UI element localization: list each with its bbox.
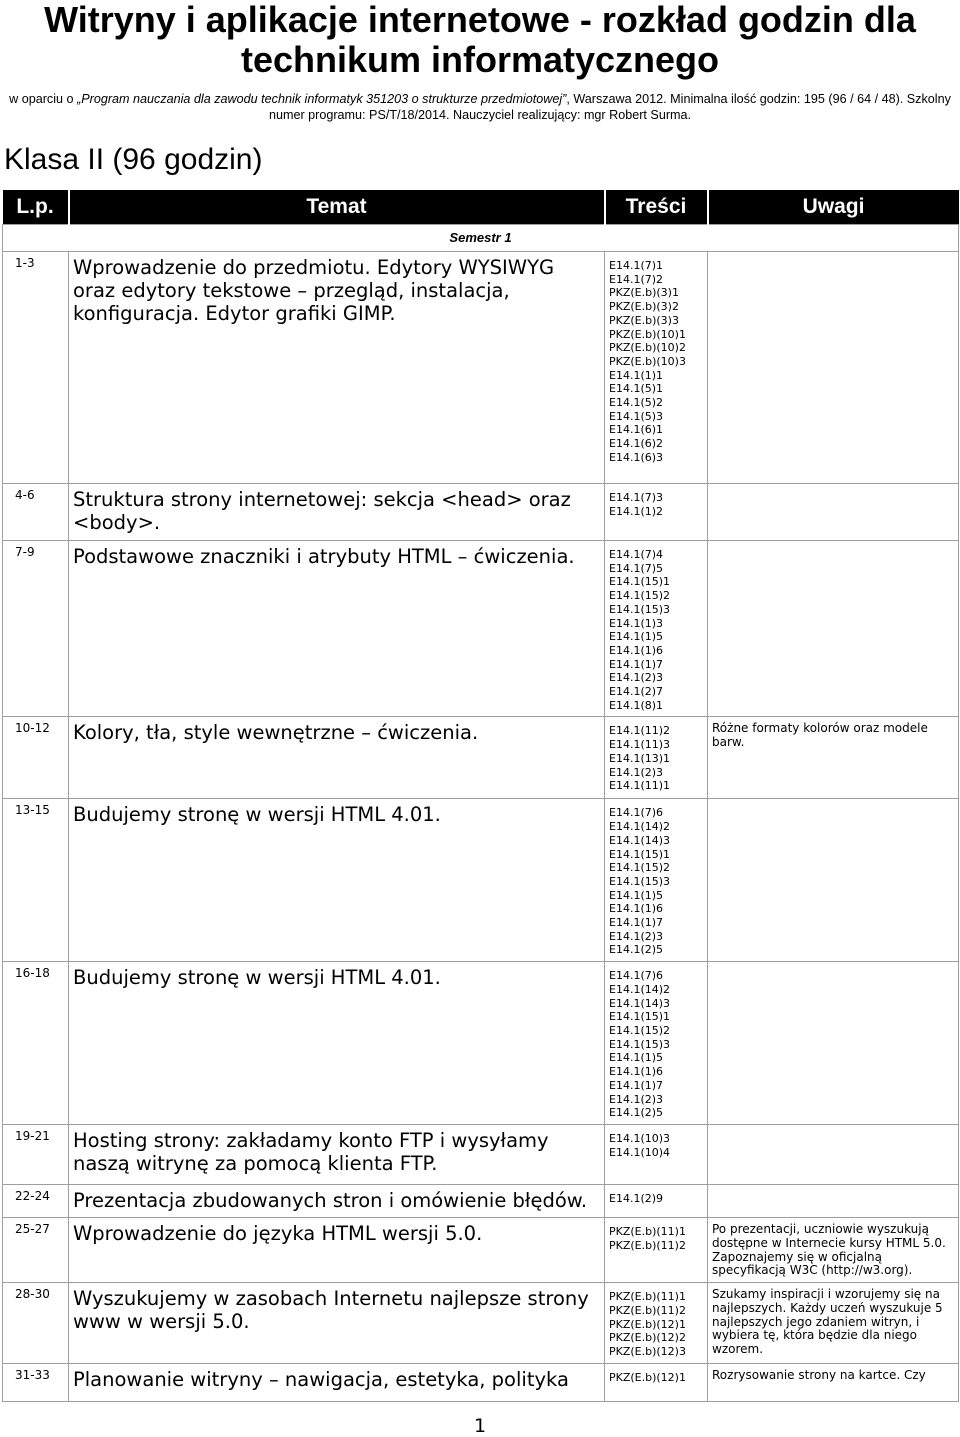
lesson-topic: Budujemy stronę w wersji HTML 4.01. xyxy=(69,799,605,962)
content-code: E14.1(2)5 xyxy=(609,943,664,957)
lesson-notes xyxy=(708,962,959,1125)
content-code: E14.1(14)3 xyxy=(609,996,671,1010)
lesson-number: 25-27 xyxy=(3,1217,69,1282)
content-code: E14.1(7)5 xyxy=(609,561,664,575)
table-row xyxy=(3,1283,959,1364)
content-code: E14.1(10)3 xyxy=(609,1131,671,1145)
table-row xyxy=(3,1363,959,1401)
content-code: E14.1(15)1 xyxy=(609,847,671,861)
column-header-lp: L.p. xyxy=(3,190,69,225)
table-row xyxy=(3,1217,959,1282)
lesson-notes xyxy=(708,799,959,962)
content-code: E14.1(2)9 xyxy=(609,1191,664,1205)
content-code: E14.1(11)2 xyxy=(609,724,671,738)
content-code: E14.1(8)1 xyxy=(609,698,664,712)
lesson-topic: Wprowadzenie do języka HTML wersji 5.0. xyxy=(69,1217,605,1282)
content-code: E14.1(14)3 xyxy=(609,833,671,847)
content-code: E14.1(5)3 xyxy=(609,409,664,423)
content-code: E14.1(15)1 xyxy=(609,1010,671,1024)
table-row xyxy=(3,717,959,799)
lesson-content-codes xyxy=(605,1363,708,1401)
lesson-topic: Budujemy stronę w wersji HTML 4.01. xyxy=(69,962,605,1125)
lesson-topic: Podstawowe znaczniki i atrybuty HTML – ćwiczenia. xyxy=(69,541,605,717)
content-code: PKZ(E.b)(12)3 xyxy=(609,1344,686,1358)
column-header-temat: Temat xyxy=(69,190,605,225)
column-header-uwagi: Uwagi xyxy=(708,190,959,225)
lesson-content-codes xyxy=(605,1184,708,1217)
lesson-topic: Kolory, tła, style wewnętrzne – ćwiczenia. xyxy=(69,717,605,799)
lesson-topic: Hosting strony: zakładamy konto FTP i wysyłamy naszą witrynę za pomocą klienta FTP. xyxy=(69,1124,605,1184)
content-code: E14.1(15)3 xyxy=(609,602,671,616)
content-code: E14.1(7)6 xyxy=(609,969,664,983)
content-code: E14.1(11)1 xyxy=(609,779,671,793)
column-header-tresci: Treści xyxy=(605,190,708,225)
semester-row xyxy=(3,225,959,252)
content-code: E14.1(2)3 xyxy=(609,671,664,685)
table-row xyxy=(3,1184,959,1217)
lesson-notes: Różne formaty kolorów oraz modele barw. xyxy=(708,717,959,799)
table-row xyxy=(3,541,959,717)
table-row xyxy=(3,962,959,1125)
content-code: E14.1(6)3 xyxy=(609,450,664,464)
lesson-notes: Po prezentacji, uczniowie wyszukują dostępne w Internecie kursy HTML 5.0. Zapoznajemy się w oficjalną specyfikacją W3C (http://w3.org). xyxy=(708,1217,959,1282)
content-code: E14.1(1)5 xyxy=(609,1051,664,1065)
content-code: E14.1(15)3 xyxy=(609,1037,671,1051)
content-code: E14.1(6)1 xyxy=(609,423,664,437)
lesson-topic: Wprowadzenie do przedmiotu. Edytory WYSIWYG oraz edytory tekstowe – przegląd, instalacja, konfiguracja. Edytor grafiki GIMP. xyxy=(69,252,605,484)
table-header-row xyxy=(3,190,959,225)
content-code: E14.1(2)5 xyxy=(609,1106,664,1120)
table-body xyxy=(3,225,959,1402)
content-code: E14.1(1)7 xyxy=(609,916,664,930)
lesson-number: 19-21 xyxy=(3,1124,69,1184)
content-code: PKZ(E.b)(11)1 xyxy=(609,1290,686,1304)
lesson-notes xyxy=(708,541,959,717)
content-code: E14.1(2)3 xyxy=(609,1092,664,1106)
content-code: E14.1(1)1 xyxy=(609,368,664,382)
lesson-number: 7-9 xyxy=(3,541,69,717)
lesson-number: 10-12 xyxy=(3,717,69,799)
content-code: E14.1(1)2 xyxy=(609,504,664,518)
lesson-content-codes xyxy=(605,484,708,541)
document-subtitle xyxy=(8,91,952,123)
content-code: E14.1(1)6 xyxy=(609,1065,664,1079)
content-code: E14.1(14)2 xyxy=(609,820,671,834)
content-code: E14.1(1)6 xyxy=(609,643,664,657)
content-code: PKZ(E.b)(3)1 xyxy=(609,286,679,300)
content-code: PKZ(E.b)(3)2 xyxy=(609,300,679,314)
lesson-content-codes xyxy=(605,799,708,962)
lesson-number: 13-15 xyxy=(3,799,69,962)
lesson-content-codes xyxy=(605,1124,708,1184)
content-code: E14.1(1)3 xyxy=(609,616,664,630)
page-number: 1 xyxy=(473,1415,487,1437)
lesson-topic: Wyszukujemy w zasobach Internetu najlepsze strony www w wersji 5.0. xyxy=(69,1283,605,1364)
content-code: E14.1(15)2 xyxy=(609,1023,671,1037)
content-code: E14.1(1)5 xyxy=(609,888,664,902)
content-code: E14.1(15)2 xyxy=(609,589,671,603)
lesson-content-codes xyxy=(605,252,708,484)
table-row xyxy=(3,799,959,962)
content-code: PKZ(E.b)(12)1 xyxy=(609,1370,686,1384)
lesson-notes: Rozrysowanie strony na kartce. Czy xyxy=(708,1363,959,1401)
lesson-number: 4-6 xyxy=(3,484,69,541)
content-code: PKZ(E.b)(12)2 xyxy=(609,1331,686,1345)
content-code: E14.1(13)1 xyxy=(609,751,671,765)
content-code: E14.1(7)3 xyxy=(609,491,664,504)
content-code: E14.1(11)3 xyxy=(609,738,671,752)
content-code: E14.1(7)4 xyxy=(609,548,664,561)
content-code: E14.1(1)6 xyxy=(609,902,664,916)
lesson-notes xyxy=(708,1124,959,1184)
content-code: PKZ(E.b)(10)2 xyxy=(609,341,686,355)
document-title: Witryny i aplikacje internetowe - rozkład godzin dla technikum informatycznego xyxy=(44,0,916,80)
lesson-content-codes xyxy=(605,1283,708,1364)
content-code: E14.1(5)2 xyxy=(609,396,664,410)
lesson-number: 1-3 xyxy=(3,252,69,484)
lesson-notes xyxy=(708,484,959,541)
table-row xyxy=(3,1124,959,1184)
content-code: E14.1(1)5 xyxy=(609,630,664,644)
content-code: E14.1(10)4 xyxy=(609,1145,671,1159)
lesson-notes: Szukamy inspiracji i wzorujemy się na najlepszych. Każdy uczeń wyszukuje 5 najlepszych jego zdaniem witryn, i wybiera tę, która będzie dla niego wzorem. xyxy=(708,1283,959,1364)
lesson-content-codes xyxy=(605,962,708,1125)
class-heading: Klasa II (96 godzin) xyxy=(4,143,263,176)
content-code: E14.1(14)2 xyxy=(609,982,671,996)
content-code: E14.1(1)7 xyxy=(609,657,664,671)
content-code: E14.1(1)7 xyxy=(609,1078,664,1092)
content-code: PKZ(E.b)(11)2 xyxy=(609,1303,686,1317)
content-code: E14.1(2)3 xyxy=(609,765,664,779)
table-row xyxy=(3,484,959,541)
lesson-topic: Prezentacja zbudowanych stron i omówienie błędów. xyxy=(69,1184,605,1217)
lesson-notes xyxy=(708,1184,959,1217)
content-code: E14.1(2)3 xyxy=(609,929,664,943)
content-code: PKZ(E.b)(10)3 xyxy=(609,354,686,368)
lesson-topic: Struktura strony internetowej: sekcja <head> oraz <body>. xyxy=(69,484,605,541)
lesson-number: 22-24 xyxy=(3,1184,69,1217)
content-code: PKZ(E.b)(11)2 xyxy=(609,1238,686,1252)
content-code: E14.1(15)1 xyxy=(609,575,671,589)
content-code: E14.1(6)2 xyxy=(609,437,664,451)
subtitle-prefix: w oparciu o xyxy=(9,92,78,106)
table-row xyxy=(3,252,959,484)
lesson-content-codes xyxy=(605,1217,708,1282)
lesson-content-codes xyxy=(605,717,708,799)
content-code: PKZ(E.b)(3)3 xyxy=(609,313,679,327)
subtitle-details: , Warszawa 2012. Minimalna ilość godzin: 195 (96 / 64 / 48). Szkolny numer programu: PS/T/18/2014. Nauczyciel realizujący: mgr Robert Surma. xyxy=(268,92,951,122)
subtitle-program-name: „Program nauczania dla zawodu technik informatyk 351203 o strukturze przedmiotowej” xyxy=(77,92,567,106)
content-code: E14.1(2)7 xyxy=(609,685,664,699)
content-code: E14.1(5)1 xyxy=(609,382,664,396)
lesson-notes xyxy=(708,252,959,484)
content-code: E14.1(7)1 xyxy=(609,259,664,272)
schedule-table xyxy=(2,190,959,1402)
lesson-number: 28-30 xyxy=(3,1283,69,1364)
content-code: E14.1(7)6 xyxy=(609,806,664,820)
lesson-topic: Planowanie witryny – nawigacja, estetyka, polityka xyxy=(69,1363,605,1401)
content-code: E14.1(15)2 xyxy=(609,861,671,875)
lesson-number: 31-33 xyxy=(3,1363,69,1401)
semester-label: Semestr 1 xyxy=(3,225,959,252)
content-code: PKZ(E.b)(12)1 xyxy=(609,1317,686,1331)
content-code: PKZ(E.b)(10)1 xyxy=(609,327,686,341)
content-code: E14.1(7)2 xyxy=(609,272,664,286)
lesson-content-codes xyxy=(605,541,708,717)
content-code: E14.1(15)3 xyxy=(609,874,671,888)
lesson-number: 16-18 xyxy=(3,962,69,1125)
content-code: PKZ(E.b)(11)1 xyxy=(609,1224,686,1238)
